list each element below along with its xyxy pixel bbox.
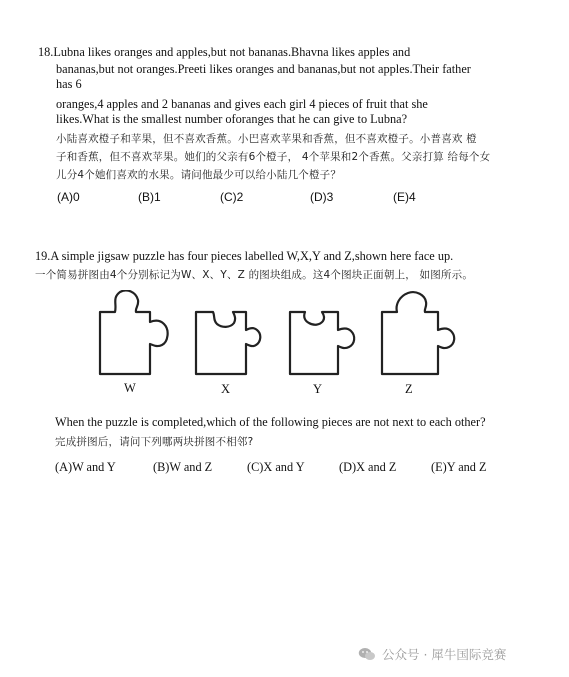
q18-line-2: bananas,but not oranges.Preeti likes oranges and bananas,but not apples.Their father <box>56 62 471 76</box>
q18-option-a[interactable]: (A)0 <box>57 190 80 204</box>
q18-option-d[interactable]: (D)3 <box>310 190 334 204</box>
q19-option-e[interactable]: (E)Y and Z <box>431 460 487 474</box>
q18-line-1: 18.Lubna likes oranges and apples,but not bananas.Bhavna likes apples and <box>38 45 411 59</box>
q19-cn-line-1: 一个简易拼图由4个分别标记为W、X、Y、Z 的图块组成。这4个图块正面朝上， 如图所示。 <box>35 269 474 281</box>
q18-cn-line-1: 小陆喜欢橙子和苹果，但不喜欢香蕉。小巴喜欢苹果和香蕉，但不喜欢橙子。小普喜欢 橙 <box>56 133 477 145</box>
q18-line-5: likes.What is the smallest number oforanges that he can give to Lubna? <box>56 112 408 126</box>
q19-line-2: When the puzzle is completed,which of the following pieces are not next to each other? <box>55 415 486 429</box>
jigsaw-pieces <box>98 290 458 378</box>
q18-line-4: oranges,4 apples and 2 bananas and gives each girl 4 pieces of fruit that she <box>56 97 428 111</box>
q19-option-b[interactable]: (B)W and Z <box>153 460 213 474</box>
piece-y-shape <box>290 312 354 374</box>
piece-label-x: X <box>221 382 231 396</box>
piece-label-w: W <box>124 381 136 395</box>
q18-cn-line-3: 儿分4个她们喜欢的水果。请问他最少可以给小陆几个橙子？ <box>56 169 342 181</box>
piece-label-z: Z <box>405 382 413 396</box>
q18-option-e[interactable]: (E)4 <box>393 190 416 204</box>
q19-option-d[interactable]: (D)X and Z <box>339 460 397 474</box>
piece-z-shape <box>382 292 454 374</box>
q19-cn-line-2: 完成拼图后，请问下列哪两块拼图不相邻? <box>55 436 254 448</box>
watermark <box>358 645 506 663</box>
watermark-text: 公众号 · 犀牛国际竞赛 <box>382 647 507 662</box>
q18-option-b[interactable]: (B)1 <box>138 190 161 204</box>
q18-line-3: has 6 <box>56 77 82 91</box>
wechat-icon <box>358 647 376 661</box>
q19-option-a[interactable]: (A)W and Y <box>55 460 116 474</box>
q18-cn-line-2: 子和香蕉，但不喜欢苹果。她们的父亲有6个橙子， 4个苹果和2个香蕉。父亲打算 给每个女 <box>56 151 491 163</box>
q18-option-c[interactable]: (C)2 <box>220 190 244 204</box>
q19-line-1: 19.A simple jigsaw puzzle has four pieces labelled W,X,Y and Z,shown here face up. <box>35 249 454 263</box>
piece-x-shape <box>196 312 260 374</box>
piece-label-y: Y <box>313 382 323 396</box>
q19-option-c[interactable]: (C)X and Y <box>247 460 305 474</box>
piece-w-shape <box>100 290 168 374</box>
